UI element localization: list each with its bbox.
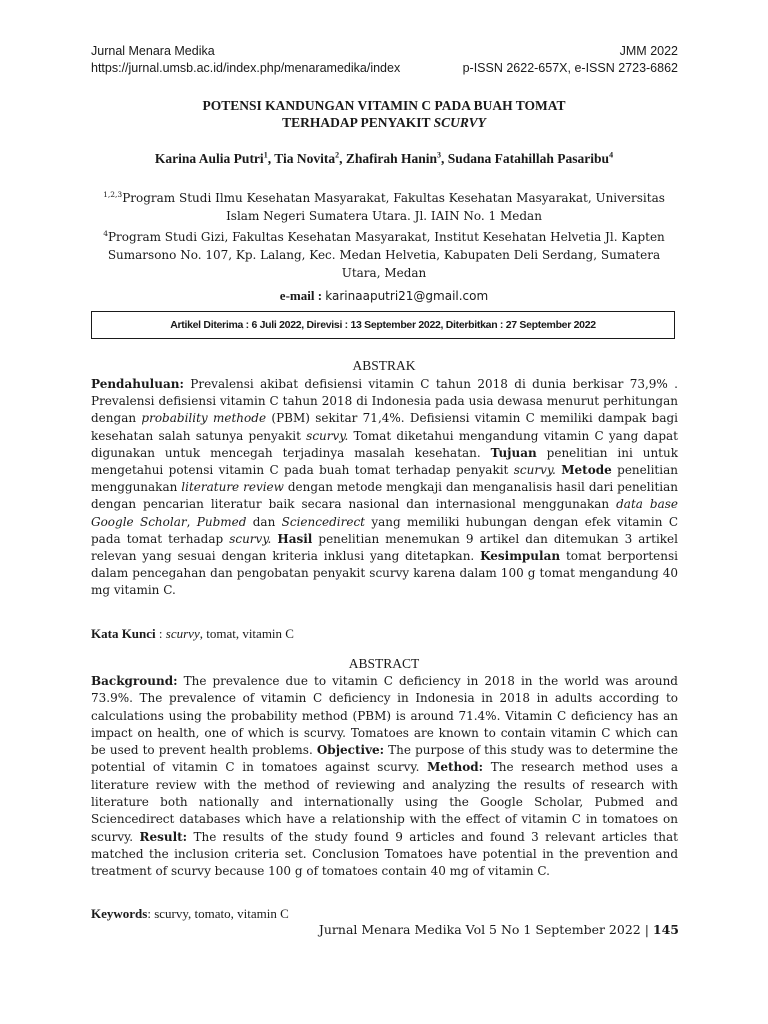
affiliation-1 bbox=[91, 186, 677, 225]
text-segment: Result: bbox=[139, 829, 188, 844]
journal-code: JMM 2022 bbox=[619, 44, 678, 58]
affiliation-1-mark: 1,2,3 bbox=[103, 190, 123, 199]
author-separator: , bbox=[339, 150, 346, 166]
text-segment: The prevalence due to vitamin C deficiency in 2018 in the world was around 73.9%. The prevalence of vitamin C deficiency in Indonesia in 2018 in adults according to calculations using the probability method (PBM) is around 71.4%. Vitamin C deficiency has an impact on health, one of which is scurvy. Tomatoes are known to contain vitamin C which can be used to prevent health problems. bbox=[91, 674, 678, 758]
text-segment: Kesimpulan bbox=[480, 549, 561, 564]
kata-kunci bbox=[91, 626, 294, 642]
text-segment: scurvy. bbox=[229, 531, 272, 546]
issn: p-ISSN 2622-657X, e-ISSN 2723-6862 bbox=[462, 61, 678, 75]
author-affil-mark: 4 bbox=[609, 150, 614, 159]
affiliation-2-text: Program Studi Gizi, Fakultas Kesehatan Masyarakat, Institut Kesehatan Helvetia Jl. Kapten Sumarsono No. 107, Kp. Lalang, Kec. Medan Helvetia, Kabupaten Deli Serdang, Sumatera Utara, Medan bbox=[107, 230, 665, 280]
author-separator: , bbox=[441, 150, 448, 166]
text-segment: Metode bbox=[561, 463, 612, 478]
article-dates-box bbox=[91, 311, 675, 339]
kata-kunci-italic: scurvy bbox=[165, 626, 200, 641]
text-segment: Tomat diketahui mengandung vitamin C yang dapat digunakan untuk mencegah terjadinya masalah kesehatan. bbox=[91, 428, 678, 460]
title-line-1: POTENSI KANDUNGAN VITAMIN C PADA BUAH TOMAT bbox=[202, 98, 566, 113]
affiliation-2-mark: 4 bbox=[103, 229, 108, 238]
author bbox=[346, 151, 448, 166]
keywords-label: Keywords bbox=[91, 906, 148, 921]
text-segment: data base Google Scholar bbox=[91, 497, 678, 529]
affiliation-2 bbox=[91, 225, 677, 282]
author bbox=[155, 151, 274, 166]
affiliations bbox=[91, 186, 677, 282]
kata-kunci-sep: : bbox=[155, 626, 166, 641]
text-segment: Method: bbox=[427, 760, 484, 775]
email-address[interactable]: karinaaputri21@gmail.com bbox=[325, 289, 489, 303]
text-segment: yang memiliki hubungan dengan efek vitamin C pada tomat terhadap bbox=[91, 514, 678, 546]
text-segment: The purpose of this study was to determine the potential of vitamin C in tomatoes against scurvy. bbox=[91, 743, 679, 775]
text-segment: The research method uses a literature review with the method of reviewing and analyzing the results of research with literature both nationally and internationally using the Google Scholar, Pubmed and Sciencedirect databases which have a relationship with the effect of vitamin C in tomatoes on scurvy. bbox=[91, 760, 678, 844]
text-segment: (PBM) sekitar 71,4%. Defisiensi vitamin C memiliki dampak bagi kesehatan salah satunya penyakit bbox=[91, 411, 678, 443]
text-segment: probability methode bbox=[141, 411, 267, 426]
author-affil-mark: 1 bbox=[263, 150, 268, 159]
journal-name: Jurnal Menara Medika bbox=[91, 44, 215, 58]
text-segment: tomat berportensi dalam pencegahan dan pengobatan penyakit scurvy karena dalam 100 g tomat mengandung 40 mg vitamin C. bbox=[91, 549, 679, 598]
affiliation-1-text: Program Studi Ilmu Kesehatan Masyarakat, Fakultas Kesehatan Masyarakat, Universitas Islam Negeri Sumatera Utara. Jl. IAIN No. 1 Medan bbox=[122, 191, 665, 223]
text-segment: Sciencedirect bbox=[281, 514, 365, 529]
abstract-body bbox=[91, 673, 678, 881]
author-list bbox=[0, 150, 768, 167]
abstrak-heading: ABSTRAK bbox=[352, 358, 416, 373]
author bbox=[448, 151, 613, 166]
text-segment: Tujuan bbox=[490, 445, 537, 460]
title-line-2-text: TERHADAP PENYAKIT bbox=[282, 115, 434, 130]
page-footer bbox=[319, 922, 679, 937]
text-segment: dan bbox=[246, 514, 282, 529]
abstrak-body bbox=[91, 376, 678, 600]
text-segment: scurvy. bbox=[306, 428, 349, 443]
author-separator: , bbox=[267, 150, 275, 166]
text-segment: dengan metode mengkaji dan menganalisis hasil dari penelitian dengan pencarian literatur baik secara nasional dan internasional menggunakan bbox=[91, 480, 678, 512]
text-segment: penelitian menemukan 9 artikel dan ditemukan 3 artikel relevan yang sesuai dengan kriteria inklusi yang ditetapkan. bbox=[91, 531, 678, 564]
page-number: 145 bbox=[652, 922, 679, 937]
author-affil-mark: 2 bbox=[335, 150, 340, 159]
email-label: e-mail : bbox=[279, 288, 323, 303]
text-segment: Prevalensi akibat defisiensi vitamin C tahun 2018 di dunia berkisar 73,9% . Prevalensi defisiensi vitamin C tahun 2018 di Indonesia pada usia dewasa menurut perhitungan dengan bbox=[91, 377, 678, 426]
text-segment: scurvy. bbox=[513, 463, 556, 478]
title-line-2-italic: SCURVY bbox=[433, 115, 486, 130]
footer-citation: Jurnal Menara Medika Vol 5 No 1 September 2022 | bbox=[318, 922, 653, 937]
header-left bbox=[91, 43, 400, 77]
text-segment: The results of the study found 9 articles and found 3 relevant articles that matched the inclusion criteria set. Conclusion Tomatoes have potential in the prevention and treatment of scurvy because 100 g of tomatoes contain 40 mg of vitamin C. bbox=[91, 829, 678, 879]
journal-url[interactable]: https://jurnal.umsb.ac.id/index.php/menaramedika/index bbox=[91, 61, 401, 75]
text-segment: penelitian ini untuk mengetahui potensi vitamin C pada buah tomat terhadap penyakit bbox=[91, 445, 678, 478]
text-segment: penelitian menggunakan bbox=[91, 463, 678, 495]
header-right bbox=[463, 43, 678, 77]
title-line-2 bbox=[0, 114, 768, 131]
keywords bbox=[91, 906, 289, 922]
keywords-rest: : scurvy, tomato, vitamin C bbox=[147, 906, 289, 921]
text-segment: Background: bbox=[91, 674, 178, 688]
author-name: Sudana Fatahillah Pasaribu bbox=[447, 150, 610, 166]
abstract-heading: ABSTRACT bbox=[348, 656, 420, 671]
paper-title bbox=[0, 97, 768, 131]
kata-kunci-label: Kata Kunci bbox=[91, 626, 156, 641]
text-segment: Hasil bbox=[277, 531, 313, 546]
author bbox=[274, 151, 346, 166]
kata-kunci-rest: , tomat, vitamin C bbox=[199, 626, 294, 641]
author-name: Tia Novita bbox=[274, 150, 336, 166]
author-affil-mark: 3 bbox=[437, 150, 441, 159]
text-segment: , bbox=[186, 514, 197, 529]
author-name: Karina Aulia Putri bbox=[154, 150, 264, 166]
text-segment: Pubmed bbox=[196, 514, 247, 529]
text-segment: Objective: bbox=[316, 743, 385, 758]
text-segment: literature review bbox=[181, 480, 284, 495]
email-line bbox=[0, 288, 768, 304]
author-name: Zhafirah Hanin bbox=[345, 150, 437, 166]
article-dates: Artikel Diterima : 6 Juli 2022, Direvisi : 13 September 2022, Diterbitkan : 27 September 2022 bbox=[170, 319, 596, 331]
text-segment: Pendahuluan: bbox=[91, 377, 184, 391]
